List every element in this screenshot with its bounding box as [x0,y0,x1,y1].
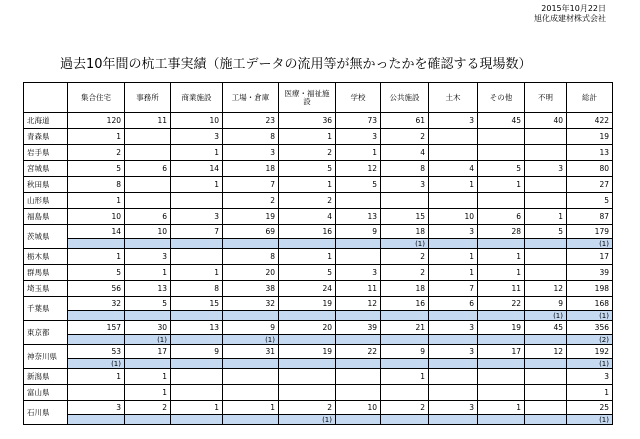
report-date: 2015年10月22日 [541,4,606,13]
suspect-count-cell [429,311,478,321]
value-cell: 2 [381,401,429,415]
suspect-count-cell [478,415,525,425]
value-cell: 1 [223,401,279,415]
suspect-count-cell [381,415,429,425]
value-cell: 3 [429,401,478,415]
value-cell [223,385,279,401]
suspect-count-cell [478,335,525,345]
value-cell: 19 [279,345,336,359]
value-cell: 38 [223,281,279,297]
column-header: 医療・福祉施設 [279,83,336,113]
value-cell [336,249,381,265]
suspect-count-cell [336,335,381,345]
value-cell: 1 [478,265,525,281]
value-cell: 9 [171,345,223,359]
value-cell [125,193,171,209]
page-title: 過去10年間の杭工事実績（施工データの流用等が無かったかを確認する現場数） [60,57,532,72]
value-cell: 39 [567,265,613,281]
suspect-count-cell [381,311,429,321]
suspect-count-cell: (1) [381,239,429,249]
table-subrow [24,415,613,425]
table-subrow [24,335,613,345]
value-cell: 11 [336,281,381,297]
value-cell: 32 [68,297,125,311]
value-cell [525,385,567,401]
suspect-count-cell: (1) [125,335,171,345]
value-cell: 4 [381,145,429,161]
prefecture-cell: 千葉県 [24,297,68,321]
suspect-count-cell [171,359,223,369]
value-cell: 28 [478,225,525,239]
suspect-count-cell: (1) [525,311,567,321]
value-cell: 1 [68,129,125,145]
value-cell: 2 [381,249,429,265]
value-cell: 87 [567,209,613,225]
value-cell: 4 [429,161,478,177]
value-cell: 13 [171,321,223,335]
value-cell: 1 [279,129,336,145]
value-cell [429,385,478,401]
value-cell: 27 [567,177,613,193]
value-cell: 22 [478,297,525,311]
value-cell [525,193,567,209]
value-cell: 45 [525,321,567,335]
value-cell: 5 [525,225,567,239]
suspect-count-cell [279,359,336,369]
suspect-count-cell [171,335,223,345]
value-cell: 1 [478,249,525,265]
table-row [24,129,613,145]
table-row [24,321,613,335]
value-cell: 18 [381,225,429,239]
value-cell: 1 [171,145,223,161]
value-cell: 19 [478,321,525,335]
value-cell [478,145,525,161]
value-cell [171,249,223,265]
value-cell: 3 [68,401,125,415]
value-cell [478,193,525,209]
prefecture-cell: 岩手県 [24,145,68,161]
value-cell [525,249,567,265]
value-cell: 3 [171,209,223,225]
value-cell: 7 [429,281,478,297]
value-cell: 19 [567,129,613,145]
value-cell: 36 [279,113,336,129]
suspect-count-cell [125,415,171,425]
value-cell [336,369,381,385]
value-cell: 31 [223,345,279,359]
suspect-count-cell [336,415,381,425]
suspect-count-cell: (1) [567,359,613,369]
value-cell: 2 [279,401,336,415]
value-cell: 2 [381,265,429,281]
suspect-count-cell [525,239,567,249]
value-cell: 7 [223,177,279,193]
table-body [24,113,613,425]
suspect-count-cell [125,311,171,321]
prefecture-cell: 東京都 [24,321,68,345]
value-cell: 8 [68,177,125,193]
suspect-count-cell [336,359,381,369]
value-cell: 45 [478,113,525,129]
value-cell: 5 [336,177,381,193]
table-subrow [24,311,613,321]
value-cell: 168 [567,297,613,311]
column-header: 土木 [429,83,478,113]
suspect-count-cell: (1) [567,311,613,321]
value-cell [478,385,525,401]
suspect-count-cell: (1) [567,415,613,425]
table-row [24,177,613,193]
value-cell [336,385,381,401]
value-cell: 8 [223,249,279,265]
value-cell: 2 [279,145,336,161]
value-cell: 1 [429,177,478,193]
value-cell: 4 [279,209,336,225]
value-cell: 1 [125,265,171,281]
suspect-count-cell [125,359,171,369]
value-cell: 1 [336,145,381,161]
value-cell: 19 [223,209,279,225]
value-cell: 30 [125,321,171,335]
value-cell: 1 [171,401,223,415]
value-cell: 18 [223,161,279,177]
suspect-count-cell [223,239,279,249]
value-cell: 20 [279,321,336,335]
value-cell: 15 [381,209,429,225]
value-cell: 3 [125,249,171,265]
suspect-count-cell [279,239,336,249]
prefecture-cell: 群馬県 [24,265,68,281]
value-cell: 13 [336,209,381,225]
value-cell [381,385,429,401]
value-cell: 1 [68,193,125,209]
value-cell: 21 [381,321,429,335]
prefecture-cell: 北海道 [24,113,68,129]
value-cell: 12 [336,297,381,311]
value-cell: 192 [567,345,613,359]
value-cell: 56 [68,281,125,297]
value-cell: 39 [336,321,381,335]
value-cell: 3 [381,177,429,193]
table-row [24,297,613,311]
suspect-count-cell [336,311,381,321]
value-cell: 6 [125,209,171,225]
value-cell: 1 [279,177,336,193]
value-cell: 2 [223,193,279,209]
value-cell: 1 [567,385,613,401]
value-cell: 16 [381,297,429,311]
value-cell: 5 [125,297,171,311]
value-cell [525,129,567,145]
suspect-count-cell [478,311,525,321]
suspect-count-cell [223,311,279,321]
value-cell: 179 [567,225,613,239]
value-cell: 13 [125,281,171,297]
value-cell: 9 [525,297,567,311]
value-cell: 18 [381,281,429,297]
column-header: その他 [478,83,525,113]
suspect-count-cell [171,415,223,425]
value-cell: 32 [223,297,279,311]
value-cell: 2 [125,401,171,415]
column-header: 公共施設 [381,83,429,113]
suspect-count-cell: (1) [279,415,336,425]
table-subrow [24,359,613,369]
suspect-count-cell [429,415,478,425]
table-subrow [24,239,613,249]
value-cell: 3 [567,369,613,385]
prefecture-cell: 埼玉県 [24,281,68,297]
value-cell: 7 [171,225,223,239]
suspect-count-cell [68,415,125,425]
value-cell: 80 [567,161,613,177]
suspect-count-cell [381,359,429,369]
value-cell: 6 [429,297,478,311]
value-cell: 9 [381,345,429,359]
value-cell: 69 [223,225,279,239]
value-cell [381,193,429,209]
table-row [24,281,613,297]
value-cell [525,401,567,415]
table-row [24,369,613,385]
value-cell: 5 [279,161,336,177]
suspect-count-cell [525,359,567,369]
value-cell: 13 [567,145,613,161]
value-cell: 356 [567,321,613,335]
value-cell: 73 [336,113,381,129]
value-cell [429,193,478,209]
value-cell [125,145,171,161]
table-row [24,385,613,401]
value-cell: 6 [478,209,525,225]
table-row [24,345,613,359]
prefecture-cell: 秋田県 [24,177,68,193]
suspect-count-cell [525,335,567,345]
value-cell [279,369,336,385]
value-cell: 5 [68,161,125,177]
column-header: 集合住宅 [68,83,125,113]
value-cell: 3 [223,145,279,161]
prefecture-cell: 石川県 [24,401,68,425]
table-row [24,145,613,161]
suspect-count-cell [68,311,125,321]
value-cell: 3 [429,225,478,239]
suspect-count-cell [68,335,125,345]
value-cell: 1 [525,209,567,225]
value-cell [478,129,525,145]
value-cell: 8 [223,129,279,145]
value-cell: 19 [279,297,336,311]
company-name: 旭化成建材株式会社 [534,14,606,23]
value-cell: 8 [171,281,223,297]
value-cell [525,265,567,281]
value-cell: 20 [223,265,279,281]
value-cell [171,193,223,209]
value-cell: 10 [429,209,478,225]
column-header: 総計 [567,83,613,113]
value-cell: 422 [567,113,613,129]
value-cell: 3 [336,129,381,145]
value-cell [429,369,478,385]
value-cell [525,145,567,161]
value-cell: 2 [279,193,336,209]
value-cell: 53 [68,345,125,359]
suspect-count-cell: (1) [68,359,125,369]
value-cell [279,385,336,401]
results-table [23,82,613,425]
value-cell [171,369,223,385]
value-cell: 12 [525,281,567,297]
suspect-count-cell [525,415,567,425]
suspect-count-cell [429,359,478,369]
value-cell: 9 [336,225,381,239]
value-cell: 25 [567,401,613,415]
suspect-count-cell: (2) [567,335,613,345]
suspect-count-cell [429,335,478,345]
column-header: 商業施設 [171,83,223,113]
column-header: 不明 [525,83,567,113]
value-cell: 3 [429,321,478,335]
value-cell [525,369,567,385]
suspect-count-cell: (1) [223,335,279,345]
value-cell: 1 [381,369,429,385]
value-cell: 8 [381,161,429,177]
suspect-count-cell [429,239,478,249]
prefecture-cell: 宮城県 [24,161,68,177]
prefecture-cell: 富山県 [24,385,68,401]
suspect-count-cell [336,239,381,249]
value-cell: 10 [336,401,381,415]
value-cell: 10 [125,225,171,239]
table-row [24,113,613,129]
table-row [24,193,613,209]
header-row [24,83,613,113]
prefecture-cell: 福島県 [24,209,68,225]
column-header: 事務所 [125,83,171,113]
value-cell: 1 [125,385,171,401]
suspect-count-cell [171,239,223,249]
value-cell: 24 [279,281,336,297]
value-cell: 1 [478,177,525,193]
table-row [24,249,613,265]
value-cell: 17 [567,249,613,265]
value-cell: 5 [567,193,613,209]
table-row [24,401,613,415]
value-cell: 14 [68,225,125,239]
suspect-count-cell [223,359,279,369]
value-cell: 16 [279,225,336,239]
suspect-count-cell [381,335,429,345]
table-row [24,209,613,225]
value-cell: 15 [171,297,223,311]
value-cell [478,369,525,385]
value-cell: 5 [68,265,125,281]
value-cell [125,129,171,145]
prefecture-cell: 神奈川県 [24,345,68,369]
value-cell: 1 [68,249,125,265]
value-cell: 1 [429,265,478,281]
value-cell: 5 [478,161,525,177]
table-row [24,265,613,281]
value-cell [171,385,223,401]
value-cell: 9 [223,321,279,335]
prefecture-cell: 青森県 [24,129,68,145]
value-cell: 17 [478,345,525,359]
suspect-count-cell [223,415,279,425]
prefecture-cell: 栃木県 [24,249,68,265]
value-cell [125,177,171,193]
value-cell: 12 [336,161,381,177]
value-cell [429,129,478,145]
value-cell [68,385,125,401]
value-cell: 3 [336,265,381,281]
prefecture-cell: 山形県 [24,193,68,209]
value-cell: 1 [171,177,223,193]
suspect-count-cell [125,239,171,249]
column-header: 学校 [336,83,381,113]
value-cell: 10 [68,209,125,225]
value-cell [429,145,478,161]
prefecture-cell: 茨城県 [24,225,68,249]
value-cell: 6 [125,161,171,177]
suspect-count-cell: (1) [567,239,613,249]
value-cell: 3 [171,129,223,145]
value-cell: 17 [125,345,171,359]
prefecture-cell: 新潟県 [24,369,68,385]
value-cell: 2 [68,145,125,161]
value-cell: 61 [381,113,429,129]
value-cell: 11 [125,113,171,129]
value-cell: 1 [279,249,336,265]
value-cell: 12 [525,345,567,359]
suspect-count-cell [478,359,525,369]
value-cell [336,193,381,209]
value-cell: 157 [68,321,125,335]
value-cell: 14 [171,161,223,177]
table-row [24,225,613,239]
value-cell: 3 [429,345,478,359]
suspect-count-cell [478,239,525,249]
value-cell: 5 [279,265,336,281]
value-cell: 120 [68,113,125,129]
suspect-count-cell [279,311,336,321]
value-cell: 2 [381,129,429,145]
value-cell [223,369,279,385]
value-cell: 1 [429,249,478,265]
value-cell: 40 [525,113,567,129]
value-cell: 1 [125,369,171,385]
value-cell: 1 [171,265,223,281]
value-cell: 1 [478,401,525,415]
suspect-count-cell [279,335,336,345]
value-cell: 3 [429,113,478,129]
value-cell [525,177,567,193]
column-header [24,83,68,113]
value-cell: 198 [567,281,613,297]
value-cell: 3 [525,161,567,177]
value-cell: 23 [223,113,279,129]
table-row [24,161,613,177]
column-header: 工場・倉庫 [223,83,279,113]
suspect-count-cell [171,311,223,321]
value-cell: 1 [68,369,125,385]
value-cell: 22 [336,345,381,359]
value-cell: 11 [478,281,525,297]
suspect-count-cell [68,239,125,249]
value-cell: 10 [171,113,223,129]
